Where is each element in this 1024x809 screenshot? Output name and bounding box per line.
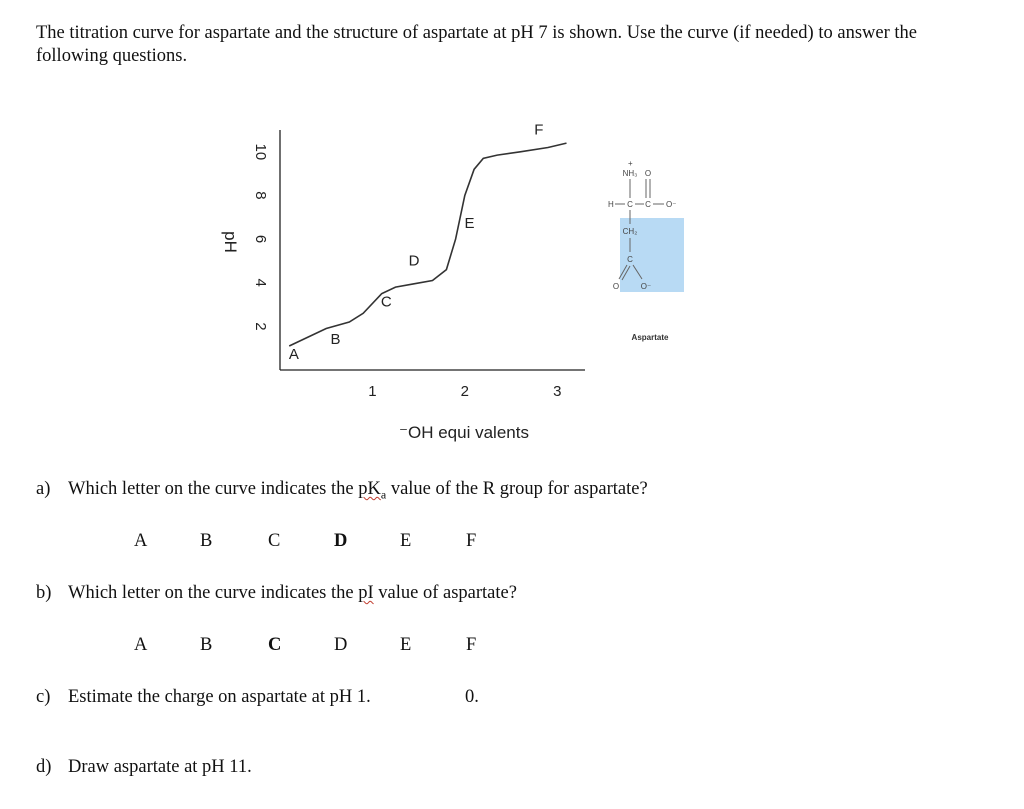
aspartate-structure — [604, 152, 714, 352]
y-tick-label: 10 — [252, 143, 270, 161]
o-top-label: O — [644, 169, 652, 178]
point-label-c: C — [380, 293, 392, 311]
question-b-choice-d[interactable]: D — [334, 635, 348, 655]
o-minus-label: O⁻ — [666, 200, 677, 209]
intro-text: The titration curve for aspartate and the structure of aspartate at pH 7 is shown. Use the curve (if needed) to answer the following questions. — [36, 23, 917, 66]
question-d-text: Draw aspartate at pH 11. — [68, 757, 252, 777]
point-label-f: F — [534, 121, 544, 139]
question-b-text-before: Which letter on the curve indicates the — [68, 583, 359, 603]
question-a-text-before: Which letter on the curve indicates the — [68, 479, 359, 499]
o-right-label: O⁻ — [640, 282, 652, 291]
question-b — [36, 583, 517, 604]
c-side-label: C — [627, 255, 633, 264]
y-tick-label: 2 — [252, 322, 270, 331]
question-a — [36, 479, 648, 503]
pka-term-sub: a — [380, 487, 387, 502]
titration-curve — [289, 143, 566, 346]
nh3-label: NH₃ — [622, 169, 638, 178]
aspartate-name: Aspartate — [631, 333, 669, 342]
question-b-choice-e[interactable]: E — [400, 635, 412, 655]
question-a-choice-b[interactable]: B — [200, 531, 213, 551]
question-a-text-after: value of the R group for aspartate? — [386, 479, 648, 499]
question-b-text-after: value of aspartate? — [373, 583, 517, 603]
y-tick-label: 6 — [252, 234, 270, 244]
point-label-b: B — [330, 330, 341, 348]
question-a-choice-d[interactable]: D — [334, 531, 348, 551]
question-b-choice-c[interactable]: C — [268, 635, 282, 655]
pka-term — [358, 479, 387, 502]
question-b-choice-b[interactable]: B — [200, 635, 213, 655]
question-a-choice-c[interactable]: C — [268, 531, 281, 551]
x-tick-label: 2 — [460, 383, 470, 400]
point-label-d: D — [408, 252, 420, 270]
question-a-choice-a[interactable]: A — [134, 531, 148, 551]
y-tick-label: 4 — [252, 278, 270, 287]
titration-chart — [200, 100, 600, 450]
question-a-choice-f[interactable]: F — [466, 531, 477, 551]
plus-sign: + — [628, 159, 633, 168]
x-tick-label: 3 — [553, 383, 562, 400]
point-label-a: A — [288, 346, 299, 364]
o-left-label: O — [612, 282, 620, 291]
pka-term-main: pK — [358, 479, 381, 499]
question-a-label: a) — [36, 479, 51, 499]
chart-axes — [280, 130, 585, 370]
question-c-text: Estimate the charge on aspartate at pH 1. — [68, 687, 371, 707]
x-axis-label: ⁻OH equi valents — [399, 423, 529, 442]
question-c-label: c) — [36, 687, 51, 707]
question-d — [36, 757, 252, 778]
question-c — [36, 687, 371, 708]
c-alpha-label: C — [627, 200, 633, 209]
pi-term: pI — [358, 583, 374, 603]
y-tick-label: 8 — [252, 191, 270, 200]
question-b-choice-a[interactable]: A — [134, 635, 148, 655]
question-b-label: b) — [36, 583, 52, 603]
ch2-label: CH₂ — [622, 227, 638, 236]
question-d-label: d) — [36, 757, 52, 777]
point-label-e: E — [464, 215, 475, 233]
y-axis-label: pH — [221, 231, 240, 253]
question-c-answer: 0. — [465, 687, 479, 707]
question-b-choice-f[interactable]: F — [466, 635, 477, 655]
h-label: H — [608, 200, 614, 209]
x-tick-label: 1 — [368, 383, 377, 400]
c-carboxyl-label: C — [645, 200, 651, 209]
question-a-choice-e[interactable]: E — [400, 531, 412, 551]
